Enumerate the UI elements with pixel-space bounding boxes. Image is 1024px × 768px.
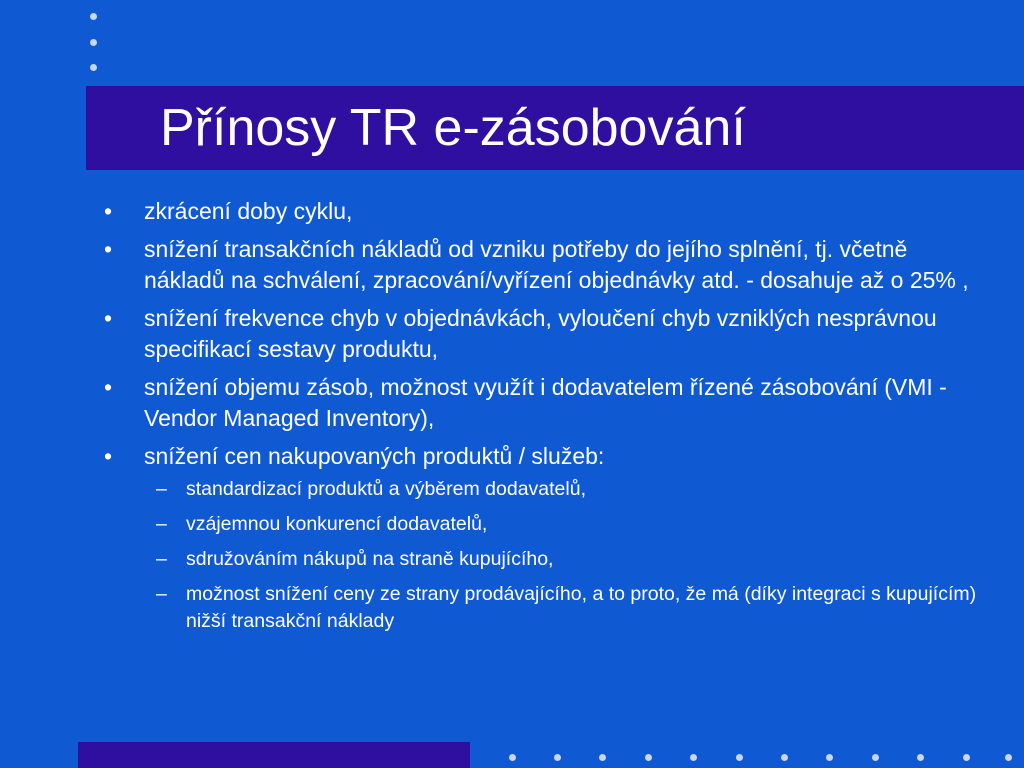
decor-dot bbox=[963, 754, 970, 761]
decor-dot bbox=[509, 754, 516, 761]
bottom-bar bbox=[78, 742, 470, 768]
list-item-text: snížení objemu zásob, možnost využít i dodavatelem řízené zásobování (VMI - Vendor Managed Inventory), bbox=[144, 374, 947, 431]
list-item bbox=[100, 234, 980, 296]
decor-dot bbox=[1005, 754, 1012, 761]
sub-list-item-text: možnost snížení ceny ze strany prodávajícího, a to proto, že má (díky integraci s kupujícím) nižší transakční náklady bbox=[186, 583, 977, 632]
decor-dot bbox=[736, 754, 743, 761]
dash-icon: – bbox=[156, 478, 167, 500]
decor-dot bbox=[872, 754, 879, 761]
slide-content bbox=[100, 196, 980, 643]
list-item bbox=[100, 196, 980, 227]
decor-dot bbox=[90, 13, 97, 20]
bullet-icon: • bbox=[104, 443, 113, 469]
sub-list-item-text: vzájemnou konkurencí dodavatelů, bbox=[186, 513, 488, 535]
list-item bbox=[100, 303, 980, 365]
dash-icon: – bbox=[156, 548, 167, 570]
decor-dot bbox=[90, 39, 97, 46]
decor-dot bbox=[826, 754, 833, 761]
list-item bbox=[100, 372, 980, 434]
slide-title: Přínosy TR e-zásobování bbox=[160, 99, 746, 157]
list-item-text: snížení frekvence chyb v objednávkách, vyloučení chyb vzniklých nesprávnou specifikací sestavy produktu, bbox=[144, 305, 937, 362]
decor-dot bbox=[599, 754, 606, 761]
list-item-text: snížení transakčních nákladů od vzniku potřeby do jejího splnění, tj. včetně nákladů na schválení, zpracování/vyřízení objednávky atd. - dosahuje až o 25% , bbox=[144, 236, 969, 293]
sub-list-item-text: sdružováním nákupů na straně kupujícího, bbox=[186, 548, 554, 570]
sub-list-item bbox=[100, 581, 980, 635]
bullet-list bbox=[100, 196, 980, 472]
sub-list-item-text: standardizací produktů a výběrem dodavatelů, bbox=[186, 478, 586, 500]
decor-dot bbox=[917, 754, 924, 761]
sub-list-item bbox=[100, 546, 980, 573]
dash-icon: – bbox=[156, 583, 167, 605]
bullet-icon: • bbox=[104, 236, 113, 262]
sub-bullet-list bbox=[100, 476, 980, 635]
sub-list-item bbox=[100, 476, 980, 503]
decor-dot bbox=[90, 64, 97, 71]
dash-icon: – bbox=[156, 513, 167, 535]
bullet-icon: • bbox=[104, 374, 113, 400]
bullet-icon: • bbox=[104, 198, 113, 224]
list-item-text: zkrácení doby cyklu, bbox=[144, 198, 353, 224]
list-item-text: snížení cen nakupovaných produktů / služeb: bbox=[144, 443, 605, 469]
decor-dot bbox=[554, 754, 561, 761]
decor-dot bbox=[645, 754, 652, 761]
sub-list-item bbox=[100, 511, 980, 538]
decor-dot bbox=[690, 754, 697, 761]
list-item bbox=[100, 441, 980, 472]
bullet-icon: • bbox=[104, 305, 113, 331]
decor-dot bbox=[781, 754, 788, 761]
